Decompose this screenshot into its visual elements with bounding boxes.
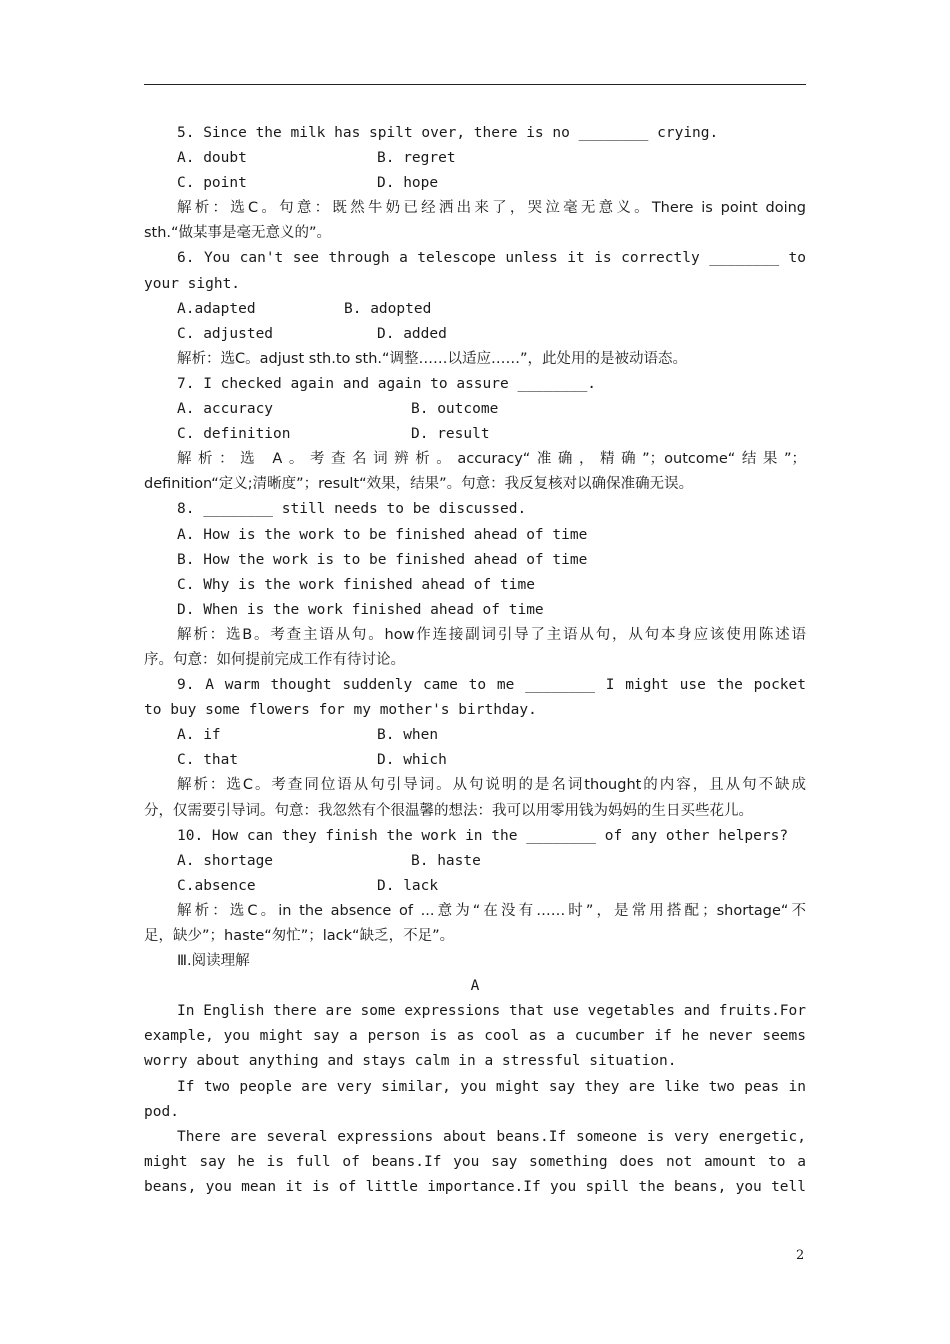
text-line: 序。句意：如何提前完成工作有待讨论。 [144, 651, 405, 668]
document-body [144, 121, 806, 1200]
option-row [144, 171, 806, 196]
text-line: A [470, 978, 480, 995]
text-line: A. How is the work to be finished ahead of time [177, 526, 588, 543]
text-line: If two people are very similar, you might say they are like two peas in [177, 1078, 806, 1095]
answer-option: B. adopted [344, 300, 432, 317]
option-row [144, 322, 806, 347]
text-line: 9. A warm thought suddenly came to me ________ I might use the pocket [177, 677, 806, 694]
text-line: 解析：选B。考查主语从句。how作连接副词引导了主语从句，从句本身应该使用陈述语 [177, 626, 806, 643]
option-row [144, 397, 806, 422]
text-line: 解析：选C。考查同位语从句引导词。从句说明的是名词thought的内容，且从句不缺成 [177, 777, 806, 794]
text-line: Ⅲ.阅读理解 [177, 953, 250, 970]
option-row [144, 849, 806, 874]
text-line: 7. I checked again and again to assure ________. [177, 375, 597, 392]
text-line: There are several expressions about beans.If someone is very energetic, [177, 1128, 806, 1145]
text-line: 8. ________ still needs to be discussed. [177, 501, 527, 518]
answer-option: A. if [177, 727, 221, 744]
answer-option: D. hope [377, 175, 439, 192]
option-row [144, 723, 806, 748]
text-line: B. How the work is to be finished ahead of time [177, 551, 588, 568]
page-number: 2 [796, 1248, 805, 1263]
header-rule [144, 84, 806, 85]
text-line: 分，仅需要引导词。句意：我忽然有个很温馨的想法：我可以用零用钱为妈妈的生日买些花儿。 [144, 802, 753, 819]
option-row [144, 422, 806, 447]
answer-option: A. doubt [177, 150, 247, 167]
text-line: might say he is full of beans.If you say something does not amount to a [144, 1153, 806, 1170]
answer-option: A. shortage [177, 852, 274, 869]
option-row [144, 297, 806, 322]
text-line: D. When is the work finished ahead of time [177, 601, 544, 618]
text-line: 解析：选C。句意：既然牛奶已经洒出来了，哭泣毫无意义。There is point doing [177, 200, 806, 217]
option-row [144, 748, 806, 773]
text-line: C. Why is the work finished ahead of time [177, 576, 535, 593]
text-line: pod. [144, 1103, 179, 1120]
text-line: beans, you mean it is of little importance.If you spill the beans, you tell [144, 1178, 806, 1195]
text-line: 6. You can't see through a telescope unless it is correctly ________ to [177, 250, 806, 267]
answer-option: C. that [177, 752, 239, 769]
option-row [144, 146, 806, 171]
answer-option: B. regret [377, 150, 456, 167]
option-row [144, 874, 806, 899]
text-line: your sight. [144, 275, 241, 292]
answer-option: A.adapted [177, 300, 256, 317]
text-line: definition“定义;清晰度”；result“效果，结果”。句意：我反复核对以确保准确无误。 [144, 476, 694, 493]
answer-option: C. definition [177, 426, 291, 443]
answer-option: B. when [377, 727, 439, 744]
answer-option: D. lack [377, 877, 439, 894]
text-line: to buy some flowers for my mother's birthday. [144, 702, 537, 719]
answer-option: D. added [377, 325, 447, 342]
text-line: 解析：选C。in the absence of ...意为“在没有……时”，是常用搭配；shortage“不 [177, 902, 806, 919]
text-line: 解析：选C。adjust sth.to sth.“调整……以适应……”，此处用的是被动语态。 [177, 350, 688, 367]
answer-option: B. haste [411, 852, 481, 869]
answer-option: C. adjusted [177, 325, 274, 342]
text-line: 5. Since the milk has spilt over, there is no ________ crying. [177, 125, 719, 141]
text-line: sth.“做某事是毫无意义的”。 [144, 225, 332, 242]
text-line: worry about anything and stays calm in a stressful situation. [144, 1053, 677, 1070]
answer-option: D. result [411, 426, 490, 443]
text-line: 解析：选 A。考查名词辨析。accuracy“准确，精确”；outcome“结果”； [177, 451, 806, 468]
answer-option: C. point [177, 175, 247, 192]
answer-option: D. which [377, 752, 447, 769]
text-line: 足，缺少”；haste“匆忙”；lack“缺乏，不足”。 [144, 928, 455, 944]
answer-option: C.absence [177, 877, 256, 894]
text-line: In English there are some expressions that use vegetables and fruits.For [177, 1003, 806, 1020]
answer-option: B. outcome [411, 401, 499, 418]
answer-option: A. accuracy [177, 401, 274, 418]
text-line: example, you might say a person is as cool as a cucumber if he never seems [144, 1028, 806, 1045]
text-line: 10. How can they finish the work in the ________ of any other helpers? [177, 827, 789, 844]
